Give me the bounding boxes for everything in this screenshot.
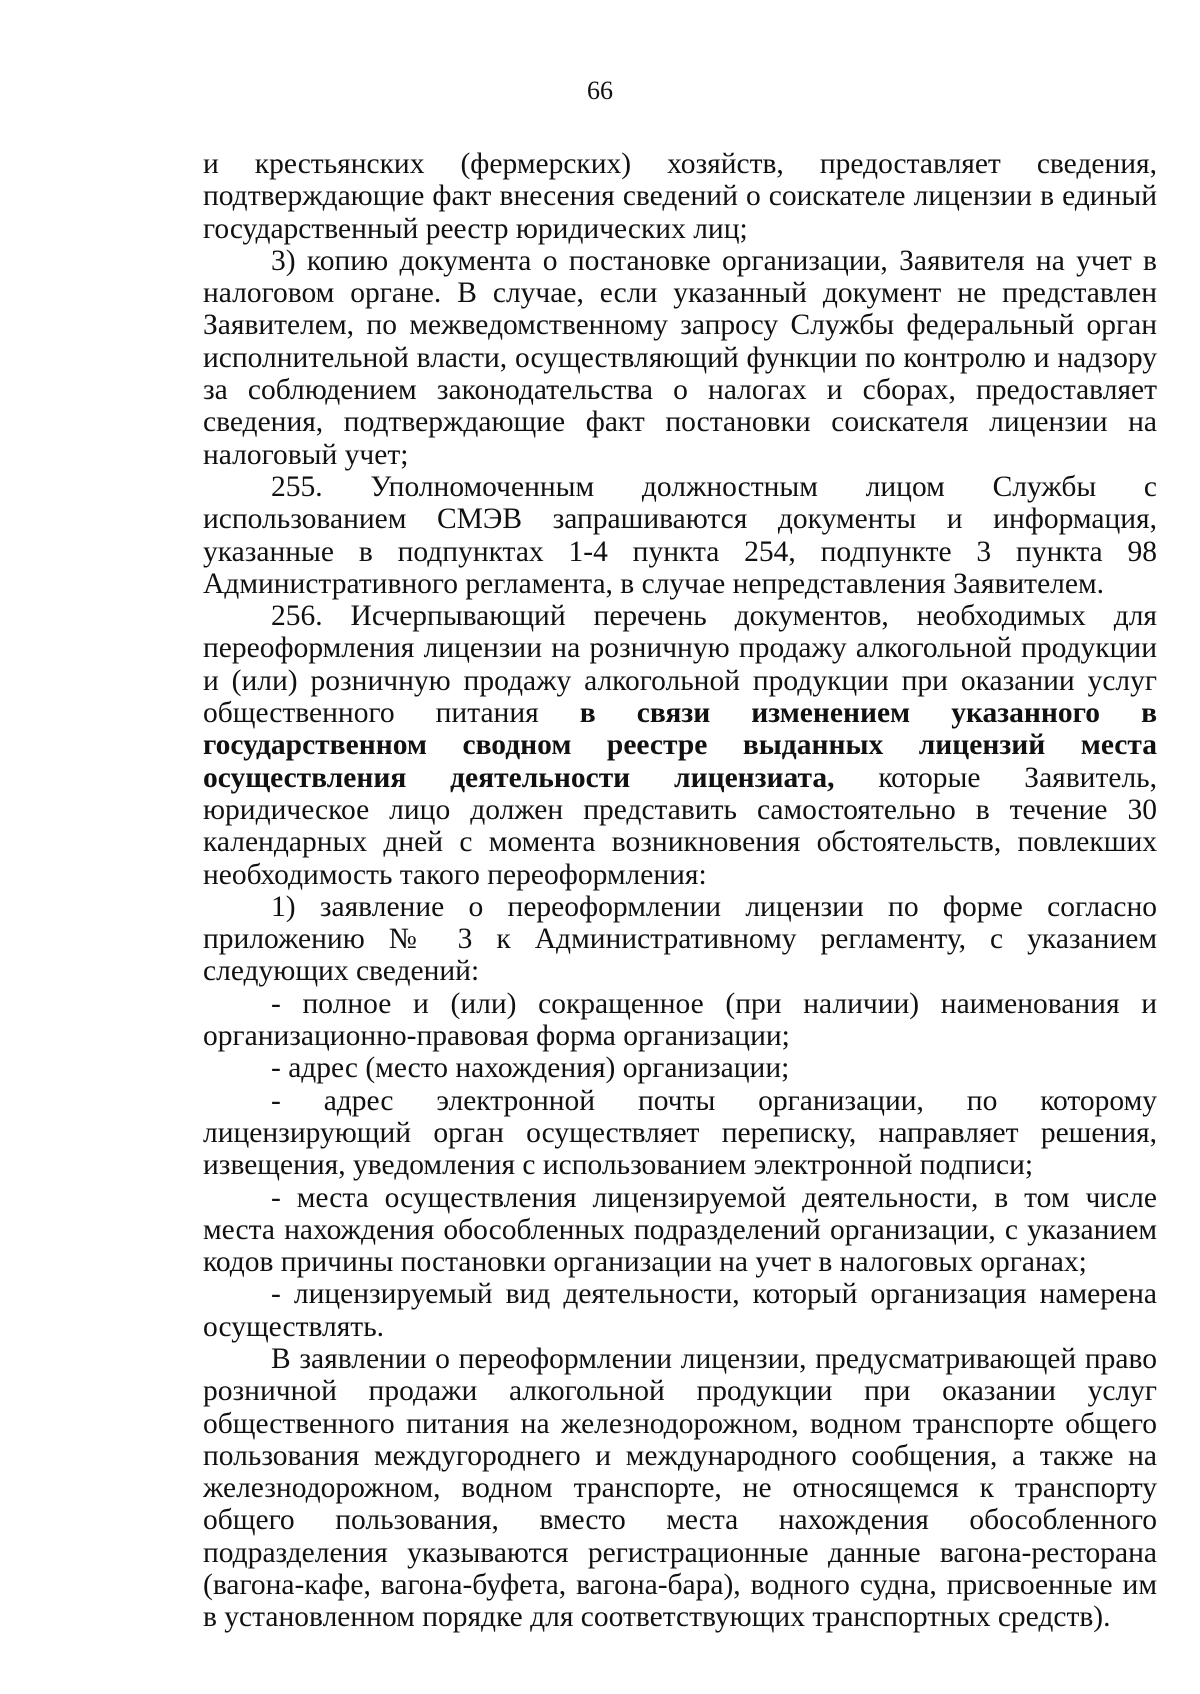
paragraph-256-bold-text: в связи изменением указанного в государственном сводном реестре выданных лицензий места осуществления деятельности лицензиата, [203, 697, 1158, 794]
list-item-activity-locations: - места осуществления лицензируемой деятельности, в том числе места нахождения обособленных подразделений организации, с указанием кодов причины постановки организации на учет в налоговых органах; [203, 1181, 1157, 1279]
list-item-email-address: - адрес электронной почты организации, по которому лицензирующий орган осуществляет переписку, направляет решения, извещения, уведомления с использованием электронной подписи; [203, 1084, 1157, 1182]
paragraph-256 [203, 600, 1157, 891]
paragraph-256-text: 256. Исчерпывающий перечень документов, необходимых для переоформления лицензии на розничную продажу алкогольной продукции и (или) розничную продажу алкогольной продукции при оказании услуг общественного питания [203, 600, 1157, 730]
list-item-licensed-activity: - лицензируемый вид деятельности, который организация намерена осуществлять. [203, 1278, 1157, 1343]
page-number: 66 [587, 76, 613, 105]
paragraph-256-continuation: которые Заявитель, юридическое лицо должен представить самостоятельно в течение 30 календарных дней с момента возникновения обстоятельств, повлекших необходимость такого переоформления: [203, 761, 1157, 891]
paragraph-255: 255. Уполномоченным должностным лицом Службы с использованием СМЭВ запрашиваются документы и информация, указанные в подпунктах 1-4 пункта 254, подпункте 3 пункта 98 Административного регламента, в случае непредставления Заявителем. [203, 470, 1157, 600]
list-item-organization-address: - адрес (место нахождения) организации; [271, 1052, 790, 1085]
paragraph-transport-application: В заявлении о переоформлении лицензии, предусматривающей право розничной продажи алкогольной продукции при оказании услуг общественного питания на железнодорожном, водном транспорте общего пользования междугороднего и международного сообщения, а также на железнодорожном, водном транспорте, не относящемся к транспорту общего пользования, вместо места нахождения обособленного подразделения указываются регистрационные данные вагона-ресторана (вагона-кафе, вагона-буфета, вагона-бара), водного судна, присвоенные им в установленном порядке для соответствующих транспортных средств). [203, 1342, 1157, 1634]
paragraph-farm-households: и крестьянских (фермерских) хозяйств, предоставляет сведения, подтверждающие факт внесения сведений о соискателе лицензии в единый государственный реестр юридических лиц; [203, 148, 1157, 245]
document-body [203, 148, 1157, 1634]
paragraph-tax-registration-copy: 3) копию документа о постановке организации, Заявителя на учет в налоговом органе. В случае, если указанный документ не представлен Заявителем, по межведомственному запросу Службы федеральный орган исполнительной власти, осуществляющий функции по контролю и надзору за соблюдением законодательства о налогах и сборах, предоставляет сведения, подтверждающие факт постановки соискателя лицензии на налоговый учет; [203, 244, 1157, 471]
list-item-organization-name: - полное и (или) сокращенное (при наличии) наименования и организационно-правовая форма организации; [203, 987, 1157, 1053]
paragraph-application-item-1: 1) заявление о переоформлении лицензии по форме согласно приложению № 3 к Административному регламенту, с указанием следующих сведений: [203, 890, 1157, 988]
